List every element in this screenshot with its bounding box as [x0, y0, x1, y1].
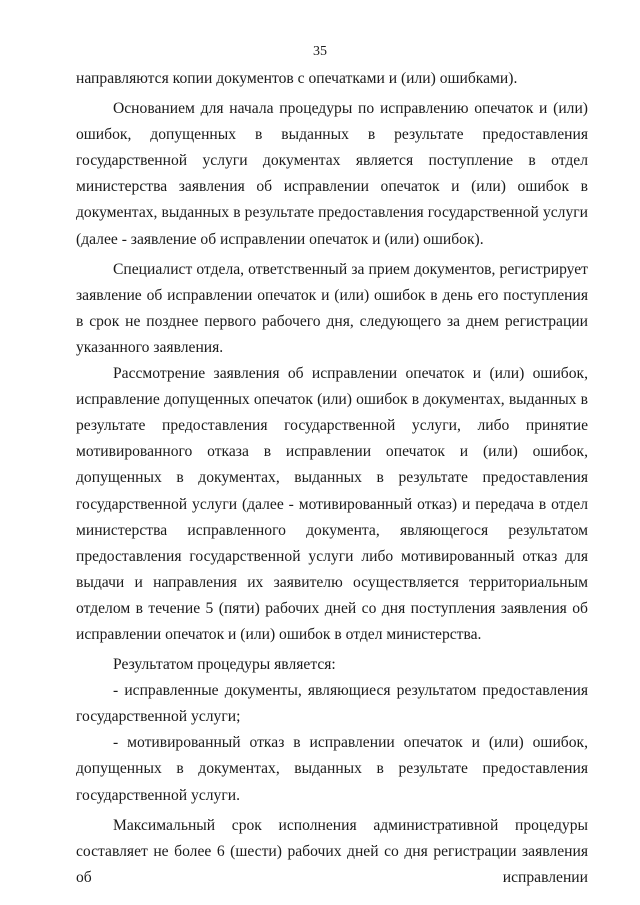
paragraph-specialist-registers: Специалист отдела, ответственный за прием документов, регистрирует заявление об исправлении опечаток и (или) ошибок в день его поступления в срок не позднее первого рабочего дня, следующего за днем регистрации указанного заявления.: [76, 260, 588, 356]
list-item-reasoned-refusal: - мотивированный отказ в исправлении опечаток и (или) ошибок, допущенных в документах, выданных в результате предоставления государственной услуги.: [76, 734, 588, 804]
paragraph-review-of-application: Рассмотрение заявления об исправлении опечаток и (или) ошибок, исправление допущенных опечаток (или) ошибок в документах, выданных в результате предоставления государственной услуги, либо принятие мотивированного отказа в исправлении опечаток и (или) ошибок, допущенных в документах, выданных в результате предоставления государственной услуги (далее - мотивированный отказ) и передача в отдел министерства исправленного документа, являющегося результатом предоставления государственной услуги либо мотивированный отказ для выдачи и направления их заявителю осуществляется территориальным отделом в течение 5 (пяти) рабочих дней со дня поступления заявления об исправлении опечаток и (или) ошибок в отдел министерства.: [76, 365, 588, 643]
page-number: 35: [313, 44, 327, 59]
list-item-corrected-documents: - исправленные документы, являющиеся результатом предоставления государственной услуги;: [76, 682, 588, 726]
paragraph-basis-for-procedure: Основанием для начала процедуры по исправлению опечаток и (или) ошибок, допущенных в выданных в результате предоставления государственной услуги документах является поступление в отдел министерства заявления об исправлении опечаток и (или) ошибок в документах, выданных в результате предоставления государственной услуги (далее - заявление об исправлении опечаток и (или) ошибок).: [76, 100, 588, 248]
paragraph-maximum-term: Максимальный срок исполнения административной процедуры составляет не более 6 (шести) рабочих дней со дня регистрации заявления об исправлении: [76, 816, 588, 886]
paragraph-continuation: направляются копии документов с опечатками и (или) ошибками).: [76, 70, 518, 87]
paragraph-procedure-result-intro: Результатом процедуры является:: [113, 656, 336, 674]
text-body: [76, 66, 588, 891]
